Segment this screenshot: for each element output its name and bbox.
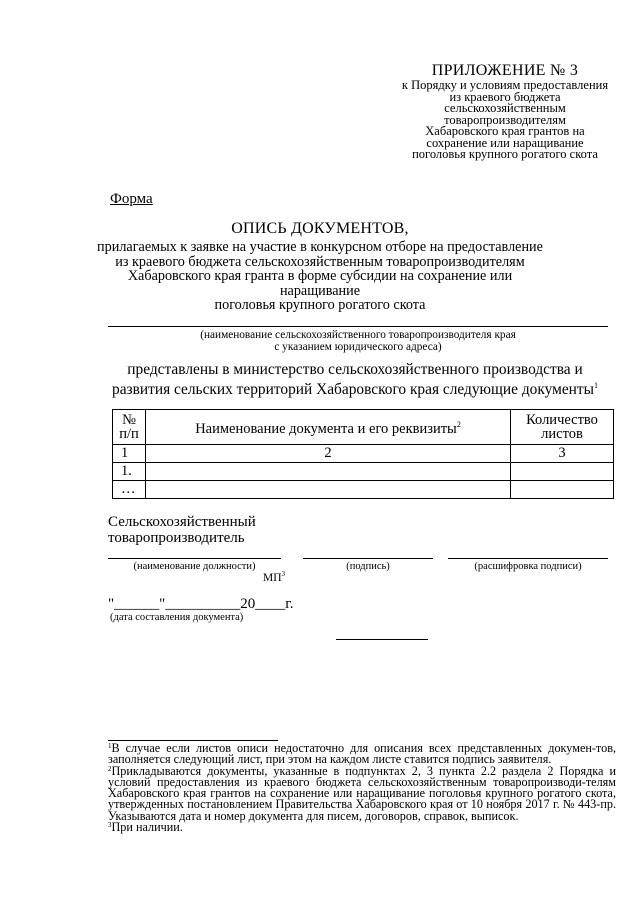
footnote-mark: 1	[593, 381, 598, 390]
table-index-row	[113, 445, 614, 463]
table-cell-input[interactable]	[146, 463, 511, 481]
table-cell: 2	[146, 445, 511, 463]
footnote-text: В случае если листов описи недостаточно для описания всех представленных докумен-тов, заполняется следующий лист, при этом на каждом листе ставится подпись заявителя.	[108, 741, 616, 767]
decryption-caption: (расшифровка подписи)	[474, 561, 582, 572]
stamp-text: МП	[263, 571, 282, 584]
presented-line	[105, 378, 605, 398]
subtitle-line: из краевого бюджета сельскохозяйственным товаропроизводителям	[115, 253, 525, 270]
documents-table	[112, 409, 614, 499]
table-cell: 1	[113, 445, 146, 463]
appendix-line: поголовья крупного рогатого скота	[412, 147, 598, 161]
footnote-mark: 3	[281, 570, 286, 578]
producer-caption-line: с указанием юридического адреса)	[274, 341, 442, 353]
table-row	[113, 481, 614, 499]
header-document-name	[146, 410, 511, 445]
appendix-line: из краевого бюджета	[449, 89, 561, 104]
table-cell: 3	[511, 445, 614, 463]
footnotes	[108, 743, 616, 833]
header-number: № п/п	[113, 410, 146, 445]
footnote-text: Прикладываются документы, указанные в подпунктах 2, 3 пункта 2.2 раздела 2 Порядка и условий предоставления из краевого бюджета сельскохозяйственным товаропроизводи-телям Хабаровского края грантов на сохранение или наращивание поголовья крупного рогатого скота, утвержденных постановлением Правительства Хабаровского края от 10 ноября 2017 г. № 443-пр. Указываются дата и номер документа для писем, договоров, справок, выписок.	[108, 763, 616, 823]
appendix-line: товаропроизводителям	[444, 112, 566, 127]
appendix-title: ПРИЛОЖЕНИЕ № 3	[431, 62, 579, 79]
footnote	[108, 743, 616, 766]
position-caption: (наименование должности)	[133, 561, 256, 572]
producer-label-line: товаропроизводитель	[108, 529, 245, 546]
footnote-mark: 3	[108, 821, 112, 830]
separator-line	[336, 639, 428, 640]
presented-statement	[105, 362, 605, 398]
footnote-mark: 1	[108, 742, 112, 750]
table-cell-input[interactable]	[511, 481, 614, 499]
document-subtitle	[95, 240, 545, 313]
stamp-label	[263, 570, 285, 584]
table-row	[113, 463, 614, 481]
footnote	[108, 763, 616, 823]
producer-label-line: Сельскохозяйственный	[108, 514, 256, 530]
decryption-field[interactable]	[448, 558, 608, 559]
table-cell: …	[113, 481, 146, 499]
subtitle-line: прилагаемых к заявке на участие в конкурсном отборе на предоставление	[97, 239, 543, 255]
date-caption: (дата составления документа)	[110, 612, 244, 623]
document-title: ОПИСЬ ДОКУМЕНТОВ,	[231, 220, 409, 237]
appendix-header	[380, 62, 630, 161]
table-cell: 1.	[113, 463, 146, 481]
appendix-line: сельскохозяйственным	[444, 101, 566, 115]
signature-field[interactable]	[303, 558, 433, 559]
header-sheet-count: Количество листов	[511, 410, 614, 445]
footnote-mark: 2	[108, 764, 112, 773]
subtitle-line: поголовья крупного рогатого скота	[214, 297, 426, 313]
table-header-row	[113, 410, 614, 445]
footnote	[108, 822, 616, 833]
footnote-mark: 2	[456, 420, 461, 430]
producer-caption	[108, 329, 608, 353]
form-label: Форма	[110, 191, 153, 207]
signature-caption: (подпись)	[346, 561, 390, 572]
footnote-text: При наличии.	[111, 820, 183, 835]
appendix-line: к Порядку и условиям предоставления	[401, 78, 609, 92]
subtitle-line: Хабаровского края гранта в форме субсидии на сохранение или наращивание	[127, 268, 513, 299]
producer-name-field[interactable]	[108, 326, 608, 327]
date-field[interactable]: "______"__________20____г.	[108, 596, 294, 612]
producer-caption-line: (наименование сельскохозяйственного товаропроизводителя края	[200, 329, 516, 341]
header-document-name-text: Наименование документа и его реквизиты	[195, 420, 457, 437]
table-cell-input[interactable]	[146, 481, 511, 499]
presented-line-text: развития сельских территорий Хабаровского края следующие документы	[112, 381, 594, 399]
table-cell-input[interactable]	[511, 463, 614, 481]
producer-label	[108, 515, 328, 546]
appendix-line: Хабаровского края грантов на	[425, 124, 585, 138]
appendix-line: сохранение или наращивание	[426, 135, 584, 150]
position-field[interactable]	[108, 558, 281, 559]
presented-line: представлены в министерство сельскохозяйственного производства и	[127, 361, 583, 378]
